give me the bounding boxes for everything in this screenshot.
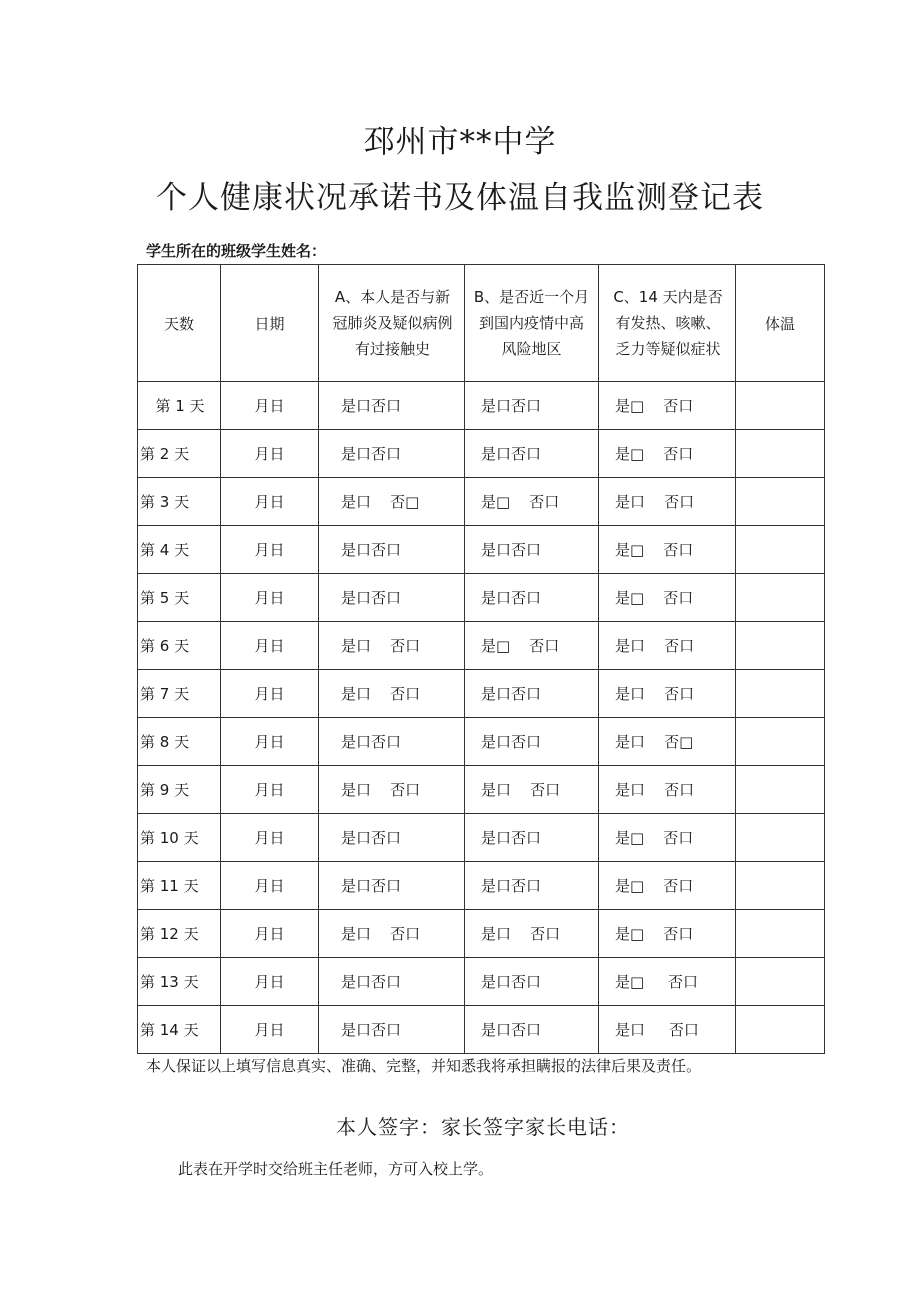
table-row — [138, 478, 825, 526]
question-b-checkboxes[interactable]: 是口否口 — [465, 670, 599, 718]
temperature-cell[interactable] — [736, 766, 825, 814]
question-b-checkboxes[interactable]: 是口 否口 — [465, 766, 599, 814]
temperature-cell[interactable] — [736, 622, 825, 670]
date-cell[interactable]: 月日 — [221, 910, 319, 958]
table-row — [138, 670, 825, 718]
class-name-label: 学生所在的班级学生姓名： — [146, 242, 327, 260]
date-cell[interactable]: 月日 — [221, 478, 319, 526]
date-cell[interactable]: 月日 — [221, 862, 319, 910]
day-cell: 第 5 天 — [138, 574, 221, 622]
day-cell: 第 3 天 — [138, 478, 221, 526]
temperature-cell[interactable] — [736, 718, 825, 766]
day-cell: 第 6 天 — [138, 622, 221, 670]
day-cell: 第 10 天 — [138, 814, 221, 862]
question-b-checkboxes[interactable]: 是口否口 — [465, 862, 599, 910]
question-c-checkboxes[interactable]: 是口 否口 — [599, 670, 736, 718]
date-cell[interactable]: 月日 — [221, 382, 319, 430]
temperature-cell[interactable] — [736, 526, 825, 574]
question-a-checkboxes[interactable]: 是口否口 — [319, 382, 465, 430]
question-a-checkboxes[interactable]: 是口 否口 — [319, 622, 465, 670]
question-b-checkboxes[interactable]: 是口 否口 — [465, 910, 599, 958]
header-c-line-3: 乏力等疑似症状 — [615, 340, 721, 358]
question-c-checkboxes[interactable]: 是□ 否口 — [599, 862, 736, 910]
table-row — [138, 766, 825, 814]
question-a-checkboxes[interactable]: 是口 否口 — [319, 766, 465, 814]
header-day: 天数 — [138, 265, 221, 382]
question-a-checkboxes[interactable]: 是口否口 — [319, 430, 465, 478]
date-cell[interactable]: 月日 — [221, 430, 319, 478]
question-c-checkboxes[interactable]: 是□ 否口 — [599, 526, 736, 574]
question-a-checkboxes[interactable]: 是口 否□ — [319, 478, 465, 526]
day-cell: 第 1 天 — [138, 382, 221, 430]
question-c-checkboxes[interactable]: 是□ 否口 — [599, 958, 736, 1006]
table-row — [138, 862, 825, 910]
school-name: 邳州市**中学 — [363, 124, 557, 160]
footer-note: 此表在开学时交给班主任老师，方可入校上学。 — [178, 1160, 494, 1178]
day-cell: 第 14 天 — [138, 1006, 221, 1054]
date-cell[interactable]: 月日 — [221, 526, 319, 574]
header-a-line-1: A、本人是否与新 — [334, 288, 451, 306]
date-cell[interactable]: 月日 — [221, 670, 319, 718]
day-cell: 第 13 天 — [138, 958, 221, 1006]
question-a-checkboxes[interactable]: 是口否口 — [319, 862, 465, 910]
question-c-checkboxes[interactable]: 是口 否口 — [599, 478, 736, 526]
date-cell[interactable]: 月日 — [221, 718, 319, 766]
signature-line: 本人签字：家长签字家长电话： — [336, 1115, 630, 1139]
date-cell[interactable]: 月日 — [221, 814, 319, 862]
header-c-line-1: C、14 天内是否 — [613, 288, 723, 306]
table-row — [138, 574, 825, 622]
table-row — [138, 718, 825, 766]
date-cell[interactable]: 月日 — [221, 1006, 319, 1054]
temperature-cell[interactable] — [736, 910, 825, 958]
pledge-statement: 本人保证以上填写信息真实、准确、完整，并知悉我将承担瞒报的法律后果及责任。 — [146, 1057, 702, 1075]
header-b-line-3: 风险地区 — [501, 340, 562, 358]
header-c-line-2: 有发热、咳嗽、 — [615, 314, 721, 332]
header-question-b — [465, 265, 599, 382]
question-c-checkboxes[interactable]: 是□ 否口 — [599, 430, 736, 478]
table-row — [138, 430, 825, 478]
temperature-cell[interactable] — [736, 478, 825, 526]
health-log-table — [137, 264, 825, 1054]
header-question-a — [319, 265, 465, 382]
date-cell[interactable]: 月日 — [221, 958, 319, 1006]
table-header-row — [138, 265, 825, 382]
question-c-checkboxes[interactable]: 是口 否口 — [599, 766, 736, 814]
temperature-cell[interactable] — [736, 814, 825, 862]
question-c-checkboxes[interactable]: 是□ 否口 — [599, 574, 736, 622]
date-cell[interactable]: 月日 — [221, 574, 319, 622]
day-cell: 第 7 天 — [138, 670, 221, 718]
question-a-checkboxes[interactable]: 是口否口 — [319, 1006, 465, 1054]
question-b-checkboxes[interactable]: 是□ 否口 — [465, 622, 599, 670]
question-b-checkboxes[interactable]: 是口否口 — [465, 718, 599, 766]
temperature-cell[interactable] — [736, 862, 825, 910]
table-row — [138, 958, 825, 1006]
question-b-checkboxes[interactable]: 是口否口 — [465, 430, 599, 478]
temperature-cell[interactable] — [736, 1006, 825, 1054]
table-row — [138, 1006, 825, 1054]
question-b-checkboxes[interactable]: 是口否口 — [465, 814, 599, 862]
question-c-checkboxes[interactable]: 是□ 否口 — [599, 910, 736, 958]
temperature-cell[interactable] — [736, 574, 825, 622]
table-row — [138, 382, 825, 430]
question-b-checkboxes[interactable]: 是□ 否口 — [465, 478, 599, 526]
day-cell: 第 8 天 — [138, 718, 221, 766]
question-a-checkboxes[interactable]: 是口否口 — [319, 814, 465, 862]
day-cell: 第 9 天 — [138, 766, 221, 814]
question-b-checkboxes[interactable]: 是口否口 — [465, 382, 599, 430]
question-c-checkboxes[interactable]: 是口 否□ — [599, 718, 736, 766]
day-cell: 第 12 天 — [138, 910, 221, 958]
question-c-checkboxes[interactable]: 是□ 否口 — [599, 382, 736, 430]
day-cell: 第 4 天 — [138, 526, 221, 574]
temperature-cell[interactable] — [736, 430, 825, 478]
date-cell[interactable]: 月日 — [221, 766, 319, 814]
temperature-cell[interactable] — [736, 382, 825, 430]
question-c-checkboxes[interactable]: 是□ 否口 — [599, 814, 736, 862]
question-b-checkboxes[interactable]: 是口否口 — [465, 958, 599, 1006]
temperature-cell[interactable] — [736, 958, 825, 1006]
question-b-checkboxes[interactable]: 是口否口 — [465, 574, 599, 622]
question-c-checkboxes[interactable]: 是口 否口 — [599, 1006, 736, 1054]
question-a-checkboxes[interactable]: 是口 否口 — [319, 670, 465, 718]
table-row — [138, 910, 825, 958]
header-a-line-3: 有过接触史 — [354, 340, 430, 358]
question-c-checkboxes[interactable]: 是口 否口 — [599, 622, 736, 670]
question-a-checkboxes[interactable]: 是口否口 — [319, 526, 465, 574]
table-row — [138, 526, 825, 574]
header-b-line-2: 到国内疫情中高 — [478, 314, 584, 332]
question-b-checkboxes[interactable]: 是口否口 — [465, 526, 599, 574]
header-temperature: 体温 — [736, 265, 825, 382]
question-a-checkboxes[interactable]: 是口 否口 — [319, 910, 465, 958]
table-row — [138, 622, 825, 670]
form-title: 个人健康状况承诺书及体温自我监测登记表 — [156, 180, 764, 216]
question-a-checkboxes[interactable]: 是口否口 — [319, 958, 465, 1006]
header-question-c — [599, 265, 736, 382]
header-a-line-2: 冠肺炎及疑似病例 — [332, 314, 453, 332]
header-date: 日期 — [221, 265, 319, 382]
question-a-checkboxes[interactable]: 是口否口 — [319, 718, 465, 766]
question-a-checkboxes[interactable]: 是口否口 — [319, 574, 465, 622]
day-cell: 第 2 天 — [138, 430, 221, 478]
header-b-line-1: B、是否近一个月 — [473, 288, 590, 306]
table-row — [138, 814, 825, 862]
temperature-cell[interactable] — [736, 670, 825, 718]
question-b-checkboxes[interactable]: 是口否口 — [465, 1006, 599, 1054]
day-cell: 第 11 天 — [138, 862, 221, 910]
date-cell[interactable]: 月日 — [221, 622, 319, 670]
